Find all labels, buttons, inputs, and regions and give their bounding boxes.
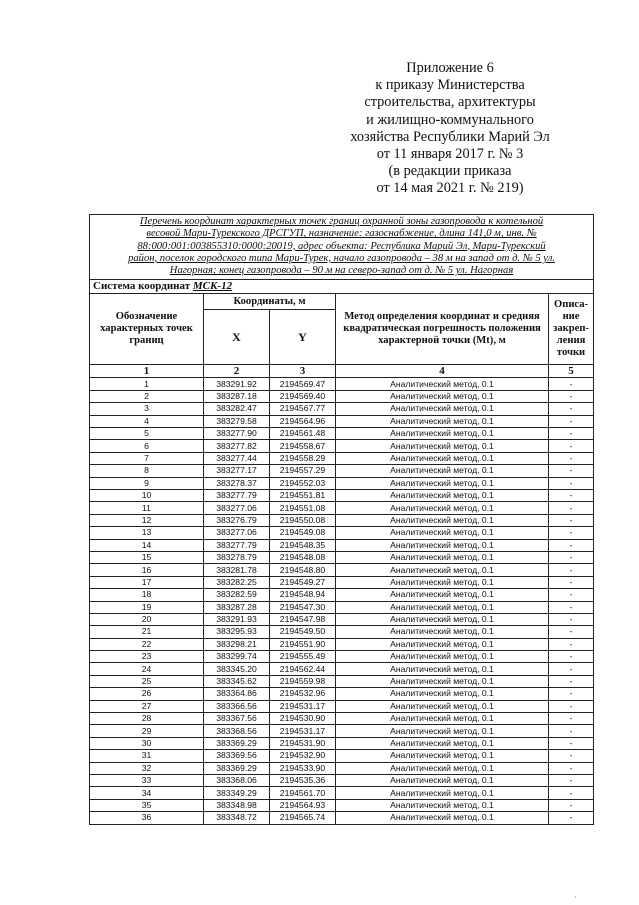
x-coordinate-cell: 383291.92 <box>204 378 270 390</box>
y-coordinate-cell: 2194569.40 <box>270 390 336 402</box>
table-row <box>90 750 594 762</box>
y-coordinate-cell: 2194548.35 <box>270 539 336 551</box>
x-coordinate-cell: 383277.17 <box>204 465 270 477</box>
table-row <box>90 465 594 477</box>
table-row <box>90 477 594 489</box>
x-coordinate-cell: 383367.56 <box>204 713 270 725</box>
table-title-line: Перечень координат характерных точек границ охранной зоны газопровода к котельной <box>139 216 544 227</box>
point-id-cell: 36 <box>90 812 204 824</box>
appendix-line: строительства, архитектуры <box>364 94 536 111</box>
y-coordinate-cell: 2194558.29 <box>270 452 336 464</box>
y-coordinate-cell: 2194551.81 <box>270 490 336 502</box>
table-title-line: весовой Мари-Турекского ДРСГУП, назначение: газоснабжение, длина 141,0 м, инв. № <box>146 228 537 240</box>
description-cell: - <box>549 663 594 675</box>
method-cell: Аналитический метод, 0.1 <box>336 403 549 415</box>
y-coordinate-cell: 2194532.90 <box>270 750 336 762</box>
description-cell: - <box>549 774 594 786</box>
description-cell: - <box>549 589 594 601</box>
point-id-cell: 6 <box>90 440 204 452</box>
description-cell: - <box>549 601 594 613</box>
point-id-cell: 12 <box>90 514 204 526</box>
description-cell: - <box>549 787 594 799</box>
table-row <box>90 651 594 663</box>
description-cell: - <box>549 725 594 737</box>
description-cell: - <box>549 390 594 402</box>
method-cell: Аналитический метод, 0.1 <box>336 564 549 576</box>
y-coordinate-cell: 2194551.08 <box>270 502 336 514</box>
method-cell: Аналитический метод, 0.1 <box>336 737 549 749</box>
point-id-cell: 29 <box>90 725 204 737</box>
method-cell: Аналитический метод, 0.1 <box>336 812 549 824</box>
appendix-line: и жилищно-коммунального <box>366 111 534 128</box>
point-id-cell: 14 <box>90 539 204 551</box>
table-title-line: Нагорная; конец газопровода – 90 м на северо-запад от д. № 5 ул. Нагорная <box>169 265 514 277</box>
point-id-cell: 34 <box>90 787 204 799</box>
description-cell: - <box>549 477 594 489</box>
method-cell: Аналитический метод, 0.1 <box>336 576 549 588</box>
table-row <box>90 737 594 749</box>
table-row <box>90 638 594 650</box>
method-cell: Аналитический метод, 0.1 <box>336 428 549 440</box>
description-cell: - <box>549 490 594 502</box>
description-cell: - <box>549 576 594 588</box>
table-row <box>90 390 594 402</box>
description-cell: - <box>549 539 594 551</box>
x-coordinate-cell: 383369.56 <box>204 750 270 762</box>
method-cell: Аналитический метод, 0.1 <box>336 415 549 427</box>
y-coordinate-cell: 2194531.17 <box>270 725 336 737</box>
column-number: 3 <box>270 365 336 378</box>
x-coordinate-cell: 383345.62 <box>204 675 270 687</box>
description-cell: - <box>549 440 594 452</box>
method-cell: Аналитический метод, 0.1 <box>336 477 549 489</box>
y-coordinate-cell: 2194531.17 <box>270 700 336 712</box>
header-method: Метод определения координат и средняя квадратическая погрешность положения характерной точки (Mt), м <box>336 294 549 365</box>
appendix-line: Приложение 6 <box>406 60 494 76</box>
x-coordinate-cell: 383282.47 <box>204 403 270 415</box>
table-row <box>90 403 594 415</box>
table-row <box>90 452 594 464</box>
table-row <box>90 514 594 526</box>
description-cell: - <box>549 527 594 539</box>
method-cell: Аналитический метод, 0.1 <box>336 700 549 712</box>
x-coordinate-cell: 383345.20 <box>204 663 270 675</box>
description-cell: - <box>549 452 594 464</box>
method-cell: Аналитический метод, 0.1 <box>336 663 549 675</box>
point-id-cell: 25 <box>90 675 204 687</box>
x-coordinate-cell: 383348.98 <box>204 799 270 811</box>
method-cell: Аналитический метод, 0.1 <box>336 799 549 811</box>
point-id-cell: 26 <box>90 688 204 700</box>
header-x: X <box>204 310 270 365</box>
x-coordinate-cell: 383287.18 <box>204 390 270 402</box>
description-cell: - <box>549 514 594 526</box>
method-cell: Аналитический метод, 0.1 <box>336 601 549 613</box>
x-coordinate-cell: 383282.59 <box>204 589 270 601</box>
point-id-cell: 24 <box>90 663 204 675</box>
point-id-cell: 18 <box>90 589 204 601</box>
description-cell: - <box>549 415 594 427</box>
header-designation: Обозначение характерных точек границ <box>90 294 204 365</box>
table-row <box>90 539 594 551</box>
table-row <box>90 378 594 390</box>
x-coordinate-cell: 383364.86 <box>204 688 270 700</box>
description-cell: - <box>549 762 594 774</box>
header-coordinates: Координаты, м <box>204 294 336 310</box>
table-row <box>90 700 594 712</box>
point-id-cell: 16 <box>90 564 204 576</box>
method-cell: Аналитический метод, 0.1 <box>336 452 549 464</box>
method-cell: Аналитический метод, 0.1 <box>336 539 549 551</box>
x-coordinate-cell: 383277.82 <box>204 440 270 452</box>
description-cell: - <box>549 551 594 563</box>
description-cell: - <box>549 713 594 725</box>
y-coordinate-cell: 2194558.67 <box>270 440 336 452</box>
y-coordinate-cell: 2194531.90 <box>270 737 336 749</box>
table-row <box>90 762 594 774</box>
method-cell: Аналитический метод, 0.1 <box>336 725 549 737</box>
point-id-cell: 13 <box>90 527 204 539</box>
x-coordinate-cell: 383277.06 <box>204 527 270 539</box>
method-cell: Аналитический метод, 0.1 <box>336 440 549 452</box>
y-coordinate-cell: 2194533.90 <box>270 762 336 774</box>
point-id-cell: 23 <box>90 651 204 663</box>
table-title <box>90 215 594 280</box>
table-row <box>90 564 594 576</box>
column-number: 4 <box>336 365 549 378</box>
x-coordinate-cell: 383277.90 <box>204 428 270 440</box>
method-cell: Аналитический метод, 0.1 <box>336 378 549 390</box>
y-coordinate-cell: 2194564.96 <box>270 415 336 427</box>
x-coordinate-cell: 383279.58 <box>204 415 270 427</box>
description-cell: - <box>549 688 594 700</box>
description-cell: - <box>549 651 594 663</box>
x-coordinate-cell: 383278.79 <box>204 551 270 563</box>
table-row <box>90 675 594 687</box>
description-cell: - <box>549 700 594 712</box>
x-coordinate-cell: 383287.28 <box>204 601 270 613</box>
method-cell: Аналитический метод, 0.1 <box>336 613 549 625</box>
point-id-cell: 11 <box>90 502 204 514</box>
table-row <box>90 490 594 502</box>
point-id-cell: 32 <box>90 762 204 774</box>
point-id-cell: 17 <box>90 576 204 588</box>
x-coordinate-cell: 383281.78 <box>204 564 270 576</box>
description-cell: - <box>549 638 594 650</box>
method-cell: Аналитический метод, 0.1 <box>336 490 549 502</box>
point-id-cell: 9 <box>90 477 204 489</box>
y-coordinate-cell: 2194549.50 <box>270 626 336 638</box>
x-coordinate-cell: 383295.93 <box>204 626 270 638</box>
description-cell: - <box>549 502 594 514</box>
description-cell: - <box>549 564 594 576</box>
appendix-line: от 14 мая 2021 г. № 219) <box>376 180 524 197</box>
method-cell: Аналитический метод, 0.1 <box>336 638 549 650</box>
method-cell: Аналитический метод, 0.1 <box>336 551 549 563</box>
point-id-cell: 35 <box>90 799 204 811</box>
y-coordinate-cell: 2194549.08 <box>270 527 336 539</box>
table-row <box>90 787 594 799</box>
table-row <box>90 589 594 601</box>
table-row <box>90 415 594 427</box>
coordinates-table <box>89 214 594 825</box>
table-row <box>90 713 594 725</box>
table-row <box>90 502 594 514</box>
table-row <box>90 613 594 625</box>
description-cell: - <box>549 812 594 824</box>
method-cell: Аналитический метод, 0.1 <box>336 589 549 601</box>
point-id-cell: 8 <box>90 465 204 477</box>
x-coordinate-cell: 383348.72 <box>204 812 270 824</box>
method-cell: Аналитический метод, 0.1 <box>336 774 549 786</box>
x-coordinate-cell: 383277.44 <box>204 452 270 464</box>
appendix-header <box>300 60 600 198</box>
x-coordinate-cell: 383299.74 <box>204 651 270 663</box>
method-cell: Аналитический метод, 0.1 <box>336 713 549 725</box>
method-cell: Аналитический метод, 0.1 <box>336 390 549 402</box>
table-row <box>90 626 594 638</box>
method-cell: Аналитический метод, 0.1 <box>336 527 549 539</box>
table-row <box>90 551 594 563</box>
x-coordinate-cell: 383369.29 <box>204 762 270 774</box>
point-id-cell: 31 <box>90 750 204 762</box>
table-row <box>90 774 594 786</box>
table-title-line: район, поселок городского типа Мари-Турек, начало газопровода – 38 м на запад от д. № 5 ул. <box>128 252 555 264</box>
method-cell: Аналитический метод, 0.1 <box>336 514 549 526</box>
appendix-line: (в редакции приказа <box>388 163 512 180</box>
y-coordinate-cell: 2194548.94 <box>270 589 336 601</box>
description-cell: - <box>549 750 594 762</box>
point-id-cell: 19 <box>90 601 204 613</box>
y-coordinate-cell: 2194535.36 <box>270 774 336 786</box>
y-coordinate-cell: 2194567.77 <box>270 403 336 415</box>
table-row <box>90 725 594 737</box>
y-coordinate-cell: 2194552.03 <box>270 477 336 489</box>
table-row <box>90 527 594 539</box>
method-cell: Аналитический метод, 0.1 <box>336 626 549 638</box>
x-coordinate-cell: 383368.56 <box>204 725 270 737</box>
point-id-cell: 21 <box>90 626 204 638</box>
description-cell: - <box>549 737 594 749</box>
method-cell: Аналитический метод, 0.1 <box>336 688 549 700</box>
y-coordinate-cell: 2194548.08 <box>270 551 336 563</box>
description-cell: - <box>549 626 594 638</box>
table-row <box>90 440 594 452</box>
table-row <box>90 428 594 440</box>
description-cell: - <box>549 465 594 477</box>
table-row <box>90 601 594 613</box>
appendix-line: к приказу Министерства <box>375 77 525 94</box>
point-id-cell: 33 <box>90 774 204 786</box>
y-coordinate-cell: 2194532.96 <box>270 688 336 700</box>
table-row <box>90 576 594 588</box>
y-coordinate-cell: 2194569.47 <box>270 378 336 390</box>
method-cell: Аналитический метод, 0.1 <box>336 762 549 774</box>
y-coordinate-cell: 2194530.90 <box>270 713 336 725</box>
point-id-cell: 20 <box>90 613 204 625</box>
x-coordinate-cell: 383349.29 <box>204 787 270 799</box>
description-cell: - <box>549 613 594 625</box>
point-id-cell: 5 <box>90 428 204 440</box>
description-cell: - <box>549 675 594 687</box>
x-coordinate-cell: 383366.56 <box>204 700 270 712</box>
point-id-cell: 27 <box>90 700 204 712</box>
coordinate-system <box>90 280 594 294</box>
point-id-cell: 22 <box>90 638 204 650</box>
point-id-cell: 1 <box>90 378 204 390</box>
point-id-cell: 2 <box>90 390 204 402</box>
table-row <box>90 799 594 811</box>
y-coordinate-cell: 2194551.90 <box>270 638 336 650</box>
x-coordinate-cell: 383368.06 <box>204 774 270 786</box>
y-coordinate-cell: 2194562.44 <box>270 663 336 675</box>
description-cell: - <box>549 403 594 415</box>
header-y: Y <box>270 310 336 365</box>
y-coordinate-cell: 2194547.30 <box>270 601 336 613</box>
y-coordinate-cell: 2194559.98 <box>270 675 336 687</box>
method-cell: Аналитический метод, 0.1 <box>336 465 549 477</box>
coordinate-system-label: Система координат <box>93 280 191 293</box>
method-cell: Аналитический метод, 0.1 <box>336 502 549 514</box>
y-coordinate-cell: 2194561.48 <box>270 428 336 440</box>
appendix-line: от 11 января 2017 г. № 3 <box>376 146 524 163</box>
table-row <box>90 663 594 675</box>
description-cell: - <box>549 799 594 811</box>
x-coordinate-cell: 383369.29 <box>204 737 270 749</box>
y-coordinate-cell: 2194549.27 <box>270 576 336 588</box>
y-coordinate-cell: 2194561.70 <box>270 787 336 799</box>
description-cell: - <box>549 428 594 440</box>
header-description: Описа-ние закреп-ления точки <box>549 294 594 365</box>
column-number: 5 <box>549 365 594 378</box>
description-cell: - <box>549 378 594 390</box>
x-coordinate-cell: 383276.79 <box>204 514 270 526</box>
x-coordinate-cell: 383277.06 <box>204 502 270 514</box>
table-row <box>90 688 594 700</box>
method-cell: Аналитический метод, 0.1 <box>336 750 549 762</box>
point-id-cell: 4 <box>90 415 204 427</box>
y-coordinate-cell: 2194550.08 <box>270 514 336 526</box>
column-number: 1 <box>90 365 204 378</box>
point-id-cell: 10 <box>90 490 204 502</box>
column-number: 2 <box>204 365 270 378</box>
y-coordinate-cell: 2194565.74 <box>270 812 336 824</box>
table-title-line: 88:000:001:003855310:0000:20019, адрес объекта: Республика Марий Эл, Мари-Турекский <box>137 240 546 252</box>
x-coordinate-cell: 383282.25 <box>204 576 270 588</box>
y-coordinate-cell: 2194557.29 <box>270 465 336 477</box>
page-corner-mark: · <box>574 893 577 902</box>
appendix-line: хозяйства Республики Марий Эл <box>350 128 550 145</box>
method-cell: Аналитический метод, 0.1 <box>336 675 549 687</box>
point-id-cell: 30 <box>90 737 204 749</box>
x-coordinate-cell: 383298.21 <box>204 638 270 650</box>
x-coordinate-cell: 383277.79 <box>204 490 270 502</box>
point-id-cell: 15 <box>90 551 204 563</box>
y-coordinate-cell: 2194564.93 <box>270 799 336 811</box>
point-id-cell: 3 <box>90 403 204 415</box>
y-coordinate-cell: 2194555.49 <box>270 651 336 663</box>
y-coordinate-cell: 2194547.98 <box>270 613 336 625</box>
method-cell: Аналитический метод, 0.1 <box>336 787 549 799</box>
table-row <box>90 812 594 824</box>
x-coordinate-cell: 383278.37 <box>204 477 270 489</box>
x-coordinate-cell: 383277.79 <box>204 539 270 551</box>
table-body <box>90 378 594 824</box>
y-coordinate-cell: 2194548.80 <box>270 564 336 576</box>
coordinate-system-value: МСК-12 <box>192 280 233 293</box>
coordinates-table-wrapper <box>89 214 593 825</box>
method-cell: Аналитический метод, 0.1 <box>336 651 549 663</box>
x-coordinate-cell: 383291.93 <box>204 613 270 625</box>
point-id-cell: 7 <box>90 452 204 464</box>
point-id-cell: 28 <box>90 713 204 725</box>
